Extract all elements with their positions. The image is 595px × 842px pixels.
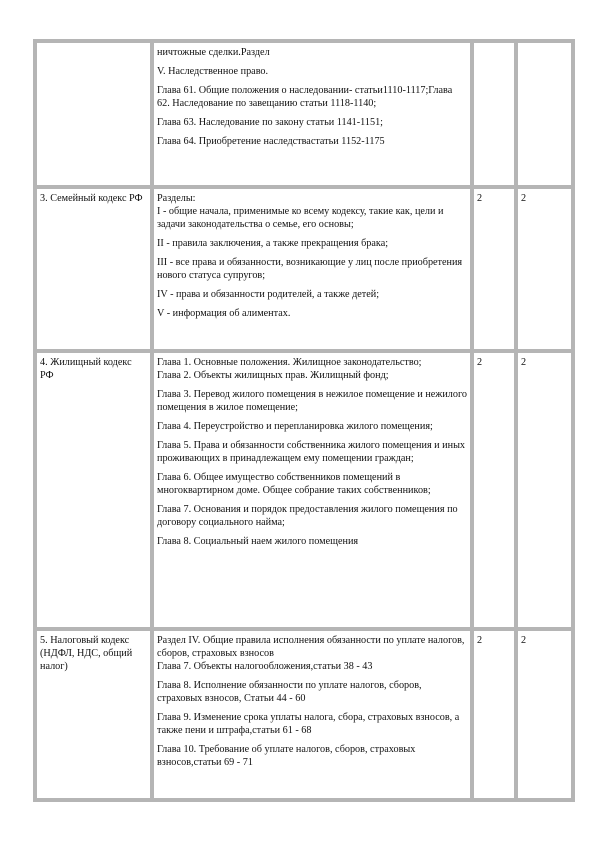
hours-cell: 2 [472, 187, 516, 351]
content-paragraph: ничтожные сделки.Раздел [157, 47, 270, 58]
content-paragraph: Глава 2. Объекты жилищных прав. Жилищный фонд; [157, 370, 389, 381]
content-paragraph: Глава 4. Переустройство и перепланировка жилого помещения; [157, 421, 433, 432]
table-row [35, 351, 573, 629]
document-table [33, 39, 575, 802]
content-paragraph: Глава 1. Основные положения. Жилищное законодательство; [157, 357, 422, 368]
hours-cell: 2 [516, 351, 573, 629]
content-paragraph: IV - права и обязанности родителей, а также детей; [157, 289, 380, 300]
content-paragraph: Разделы: [157, 193, 196, 204]
table-row [35, 629, 573, 800]
content-paragraph: V - информация об алиментах. [157, 308, 291, 319]
row-content-cell [152, 187, 472, 351]
content-paragraph: II - правила заключения, а также прекращения брака; [157, 238, 389, 249]
hours-cell: 2 [516, 629, 573, 800]
content-paragraph: III - все права и обязанности, возникающие у лиц после приобретения нового статуса супругов; [157, 257, 463, 281]
content-paragraph: Глава 8. Исполнение обязанности по уплате налогов, сборов, страховых взносов, Статьи 44 - 60 [157, 680, 422, 704]
content-paragraph: V. Наследственное право. [157, 66, 269, 77]
content-paragraph: Раздел IV. Общие правила исполнения обязанности по уплате налогов, сборов, страховых взносов [157, 635, 465, 659]
row-title-cell [35, 41, 152, 187]
content-paragraph: Глава 61. Общие положения о наследовании- статьи1110-1117;Глава 62. Наследование по завещанию статьи 1118-1140; [157, 85, 453, 109]
hours-cell: 2 [472, 351, 516, 629]
content-paragraph: I - общие начала, применимые ко всему кодексу, такие как, цели и задачи законодательства о семье, его основы; [157, 206, 444, 230]
table-row [35, 41, 573, 187]
content-paragraph: Глава 10. Требование об уплате налогов, сборов, страховых взносов,статьи 69 - 71 [157, 744, 416, 768]
content-paragraph: Глава 63. Наследование по закону статьи 1141-1151; [157, 117, 383, 128]
content-paragraph: Глава 9. Изменение срока уплаты налога, сбора, страховых взносов, а также пени и штрафа,статьи 61 - 68 [157, 712, 460, 736]
content-paragraph: Глава 7. Основания и порядок предоставления жилого помещения по договору социального найма; [157, 504, 458, 528]
hours-cell: 2 [516, 187, 573, 351]
row-title-cell: 3. Семейный кодекс РФ [35, 187, 152, 351]
row-title-cell: 4. Жилищный кодекс РФ [35, 351, 152, 629]
hours-cell [472, 41, 516, 187]
content-paragraph: Глава 5. Права и обязанности собственника жилого помещения и иных проживающих в принадлежащем ему помещении граждан; [157, 440, 466, 464]
hours-cell: 2 [472, 629, 516, 800]
content-paragraph: Глава 6. Общее имущество собственников помещений в многоквартирном доме. Общее собрание таких собственников; [157, 472, 431, 496]
table-row [35, 187, 573, 351]
row-content-cell [152, 629, 472, 800]
content-paragraph: Глава 7. Объекты налогообложения,статьи 38 - 43 [157, 661, 373, 672]
content-paragraph: Глава 64. Приобретение наследствастатьи 1152-1175 [157, 136, 385, 147]
row-content-cell [152, 41, 472, 187]
content-paragraph: Глава 8. Социальный наем жилого помещения [157, 536, 359, 547]
row-content-cell [152, 351, 472, 629]
row-title-cell: 5. Налоговый кодекс (НДФЛ, НДС, общий налог) [35, 629, 152, 800]
hours-cell [516, 41, 573, 187]
content-paragraph: Глава 3. Перевод жилого помещения в нежилое помещение и нежилого помещения в жилое помещение; [157, 389, 467, 413]
